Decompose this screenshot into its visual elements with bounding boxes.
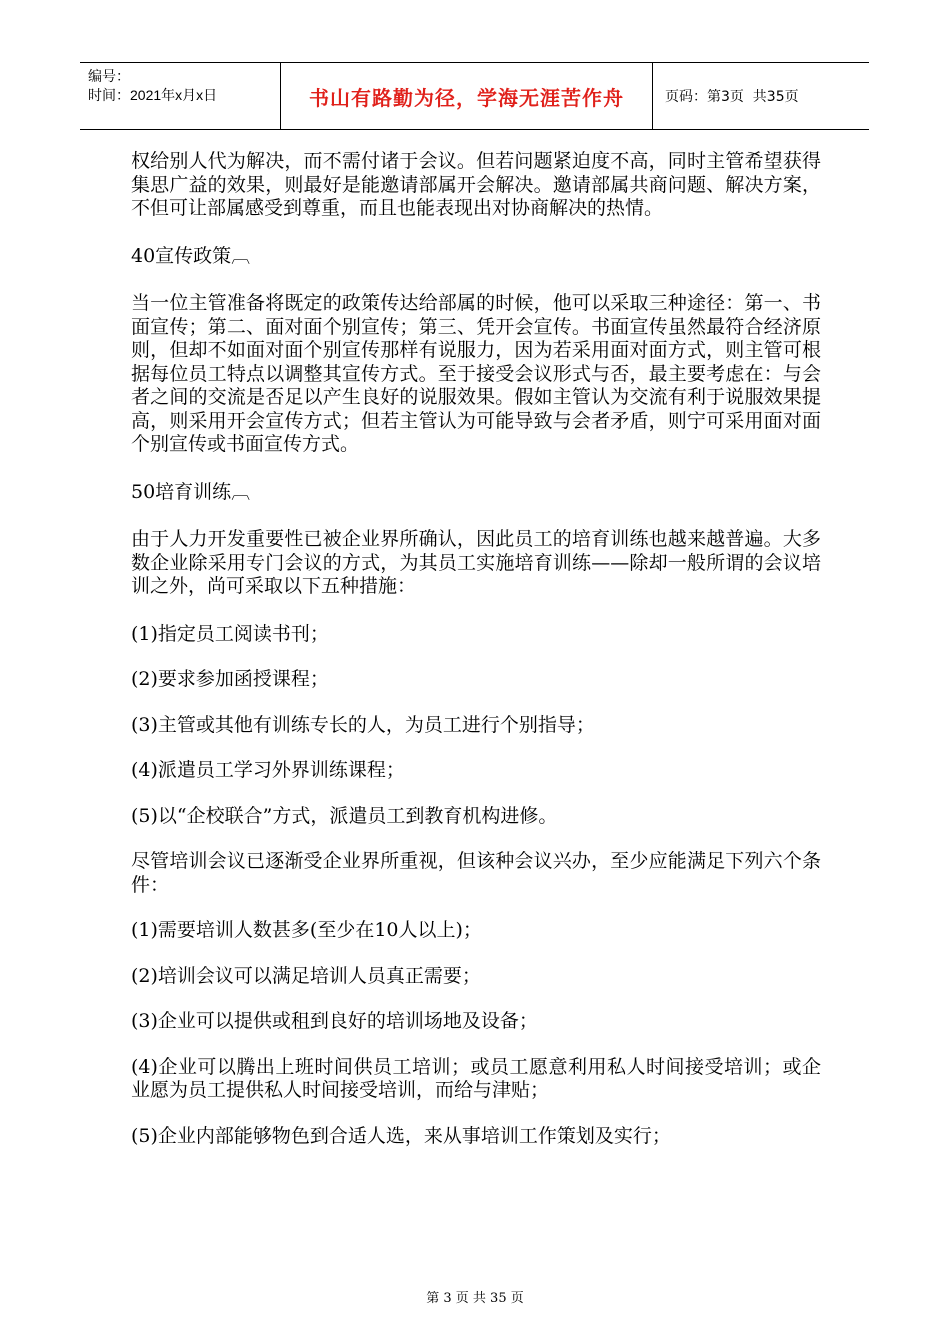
document-header	[80, 62, 869, 130]
list-item: (5)以“企校联合”方式，派遣员工到教育机构进修。	[131, 804, 558, 827]
paragraph: 尽管培训会议已逐渐受企业界所重视，但该种会议兴办，至少应能满足下列六个条件：	[131, 850, 821, 896]
header-page-info	[653, 63, 869, 129]
header-meta	[80, 63, 280, 129]
paragraph: 由于人力开发重要性已被企业界所确认，因此员工的培育训练也越来越普遍。大多数企业除采用专门会议的方式，为其员工实施培育训练——除却一般所谓的会议培训之外，尚可采取以下五种措施：	[131, 528, 821, 597]
list-item: (2)培训会议可以满足培训人员真正需要；	[131, 964, 481, 987]
section-heading: 50培育训练︹	[131, 480, 251, 503]
list-item: (5)企业内部能够物色到合适人选，来从事培训工作策划及实行；	[131, 1124, 671, 1147]
document-body	[131, 150, 821, 1170]
section-heading: 40宣传政策︹	[131, 244, 251, 267]
list-item: (4)企业可以腾出上班时间供员工培训；或员工愿意利用私人时间接受培训；或企业愿为员工提供私人时间接受培训，而给与津贴；	[131, 1055, 821, 1101]
list-item: (3)主管或其他有训练专长的人，为员工进行个别指导；	[131, 713, 595, 736]
list-item: (1)指定员工阅读书刊；	[131, 622, 329, 645]
paragraph: 权给别人代为解决，而不需付诸于会议。但若问题紧迫度不高，同时主管希望获得集思广益的效果，则最好是能邀请部属开会解决。邀请部属共商问题、解决方案，不但可让部属感受到尊重，而且也能表现出对协商解决的热情。	[131, 150, 821, 219]
code-label: 编号：	[88, 68, 130, 84]
list-item: (4)派遣员工学习外界训练课程；	[131, 759, 405, 781]
header-motto: 书山有路勤为径，学海无涯苦作舟	[280, 63, 653, 129]
list-item: (2)要求参加函授课程；	[131, 668, 329, 690]
paragraph: 当一位主管准备将既定的政策传达给部属的时候，他可以采取三种途径：第一、书面宣传；第二、面对面个别宣传；第三、凭开会宣传。书面宣传虽然最符合经济原则，但却不如面对面个别宣传那样有说服力，因为若采用面对面方式，则主管可根据每位员工特点以调整其宣传方式。至于接受会议形式与否，最主要考虑在：与会者之间的交流是否足以产生良好的说服效果。假如主管认为交流有利于说服效果提高，则采用开会宣传方式；但若主管认为可能导致与会者矛盾，则宁可采用面对面个别宣传或书面宣传方式。	[131, 292, 821, 455]
page-label: 页码：第3页 共35页	[665, 89, 799, 105]
time-label: 时间：2021年x月x日	[88, 87, 218, 103]
list-item: (1)需要培训人数甚多(至少在10人以上)；	[131, 919, 482, 941]
page-footer: 第 3 页 共 35 页	[426, 1291, 524, 1306]
list-item: (3)企业可以提供或租到良好的培训场地及设备；	[131, 1010, 538, 1032]
